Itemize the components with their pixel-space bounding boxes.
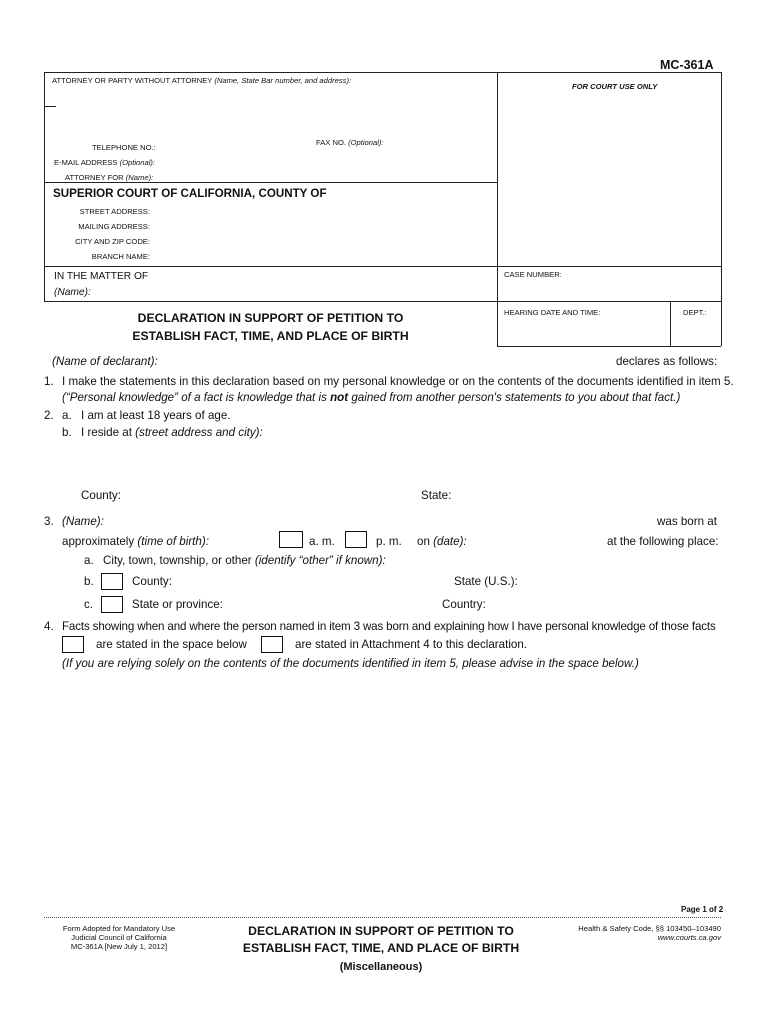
- item4-option2: are stated in Attachment 4 to this declaration.: [295, 638, 528, 651]
- item4-text: Facts showing when and where the person named in item 3 was born and explaining how I have personal knowledge of those facts: [62, 620, 716, 633]
- item1-number: 1.: [44, 375, 54, 388]
- time-of-birth-hint: (time of birth):: [137, 535, 209, 548]
- date-hint: (date):: [433, 535, 467, 548]
- form-title-line1: DECLARATION IN SUPPORT OF PETITION TO: [137, 311, 404, 325]
- item3b-county-label: County:: [132, 575, 172, 588]
- item2b-letter: b.: [62, 426, 72, 439]
- item1-note-part1: (“Personal knowledge” of a fact is knowledge that is: [62, 391, 331, 404]
- state-label: State:: [421, 489, 452, 502]
- city-zip-label: CITY AND ZIP CODE:: [75, 237, 150, 246]
- on-date-text: [417, 535, 467, 548]
- fax-label-hint: (Optional):: [348, 138, 384, 147]
- fax-label-text: FAX NO.: [316, 138, 346, 147]
- adopted-line2: Judicial Council of California: [71, 933, 167, 942]
- adopted-line1: Form Adopted for Mandatory Use: [62, 924, 176, 933]
- header-divider: [497, 72, 498, 346]
- approximately-label: approximately: [62, 535, 135, 548]
- form-title-line2: ESTABLISH FACT, TIME, AND PLACE OF BIRTH: [132, 329, 409, 343]
- item3a-hint: (identify “other” if known):: [254, 554, 386, 567]
- item3c-province-label: State or province:: [132, 598, 223, 611]
- item3c-country-label: Country:: [442, 598, 486, 611]
- item3-name-hint: (Name):: [62, 515, 104, 528]
- branch-name-label: BRANCH NAME:: [91, 252, 150, 261]
- item1-note-part2: gained from another person's statements to you about that fact.): [348, 391, 681, 404]
- pm-label: p. m.: [376, 535, 402, 548]
- form-number: MC-361A: [660, 58, 714, 72]
- item2b-hint: (street address and city):: [135, 426, 263, 439]
- footer-title-line2: ESTABLISH FACT, TIME, AND PLACE OF BIRTH: [242, 941, 520, 955]
- street-address-label: STREET ADDRESS:: [79, 207, 150, 216]
- telephone-label: TELEPHONE NO.:: [92, 143, 156, 152]
- county-label: County:: [81, 489, 121, 502]
- item4-space-below-checkbox[interactable]: [62, 636, 84, 653]
- attorney-label-text: ATTORNEY OR PARTY WITHOUT ATTORNEY: [52, 76, 213, 85]
- title-bottom-border: [497, 346, 721, 347]
- email-label-hint: (Optional):: [119, 158, 156, 167]
- matter-label: IN THE MATTER OF: [54, 271, 149, 282]
- attorney-label: [52, 76, 351, 85]
- item4-attachment-checkbox[interactable]: [261, 636, 283, 653]
- item3-number: 3.: [44, 515, 54, 528]
- hearing-date-label: HEARING DATE AND TIME:: [504, 308, 601, 317]
- court-divider: [44, 266, 721, 267]
- item1-note: [62, 391, 680, 404]
- page-number: Page 1 of 2: [681, 905, 724, 914]
- item3a-label: City, town, township, or other: [103, 554, 252, 567]
- am-label: a. m.: [309, 535, 335, 548]
- item3a-text: [103, 554, 386, 567]
- declarant-label: (Name of declarant):: [52, 355, 158, 368]
- item1-note-not: not: [330, 391, 349, 404]
- email-label: [54, 158, 155, 167]
- item2b-label: I reside at: [81, 426, 132, 439]
- matter-divider: [44, 301, 721, 302]
- dept-label: DEPT.:: [683, 308, 707, 317]
- item1-text: I make the statements in this declaration based on my personal knowledge or on the contents of the documents identified in item 5.: [62, 375, 734, 388]
- item3c-checkbox[interactable]: [101, 596, 123, 613]
- item2b-text: [81, 426, 263, 439]
- item2-number: 2.: [44, 409, 54, 422]
- footer-adopted: [44, 924, 194, 951]
- am-checkbox[interactable]: [279, 531, 303, 548]
- mailing-address-label: MAILING ADDRESS:: [78, 222, 150, 231]
- item3c-letter: c.: [84, 598, 94, 611]
- on-label: on: [417, 535, 430, 548]
- footer-subtitle: (Miscellaneous): [339, 961, 423, 973]
- item3b-checkbox[interactable]: [101, 573, 123, 590]
- email-label-text: E-MAIL ADDRESS: [54, 158, 118, 167]
- footer-title-line1: DECLARATION IN SUPPORT OF PETITION TO: [248, 924, 514, 938]
- court-use-label: FOR COURT USE ONLY: [572, 82, 658, 91]
- attorney-for-hint: (Name):: [125, 173, 154, 182]
- header-top-border: [44, 72, 721, 73]
- attorney-name-tick: [44, 106, 56, 107]
- item2a-letter: a.: [62, 409, 72, 422]
- footer-code: Health & Safety Code, §§ 103450–103490: [578, 924, 721, 933]
- attorney-for-text: ATTORNEY FOR: [65, 173, 124, 182]
- fax-label: [316, 138, 384, 147]
- item3b-state-label: State (U.S.):: [454, 575, 518, 588]
- item3b-letter: b.: [84, 575, 94, 588]
- court-title: SUPERIOR COURT OF CALIFORNIA, COUNTY OF: [53, 187, 327, 200]
- item2a-text: I am at least 18 years of age.: [81, 409, 231, 422]
- item4-number: 4.: [44, 620, 54, 633]
- attorney-for-label: [65, 173, 153, 182]
- footer-divider: [44, 917, 721, 918]
- footer-website[interactable]: www.courts.ca.gov: [657, 933, 721, 942]
- attorney-divider: [44, 182, 497, 183]
- item4-note: (If you are relying solely on the contents of the documents identified in item 5, please advise in the space below.): [62, 657, 639, 670]
- approximately-text: [62, 535, 209, 548]
- attorney-label-hint: (Name, State Bar number, and address):: [214, 76, 352, 85]
- matter-name-hint: (Name):: [54, 287, 91, 298]
- following-place-text: at the following place:: [607, 535, 719, 548]
- case-number-label: CASE NUMBER:: [504, 270, 562, 279]
- was-born-at-text: was born at: [657, 515, 717, 528]
- item4-option1: are stated in the space below: [96, 638, 247, 651]
- adopted-line3: MC-361A [New July 1, 2012]: [70, 942, 168, 951]
- dept-divider: [670, 301, 671, 346]
- pm-checkbox[interactable]: [345, 531, 367, 548]
- item3a-letter: a.: [84, 554, 94, 567]
- header-right-border: [721, 72, 722, 346]
- declares-text: declares as follows:: [616, 355, 718, 368]
